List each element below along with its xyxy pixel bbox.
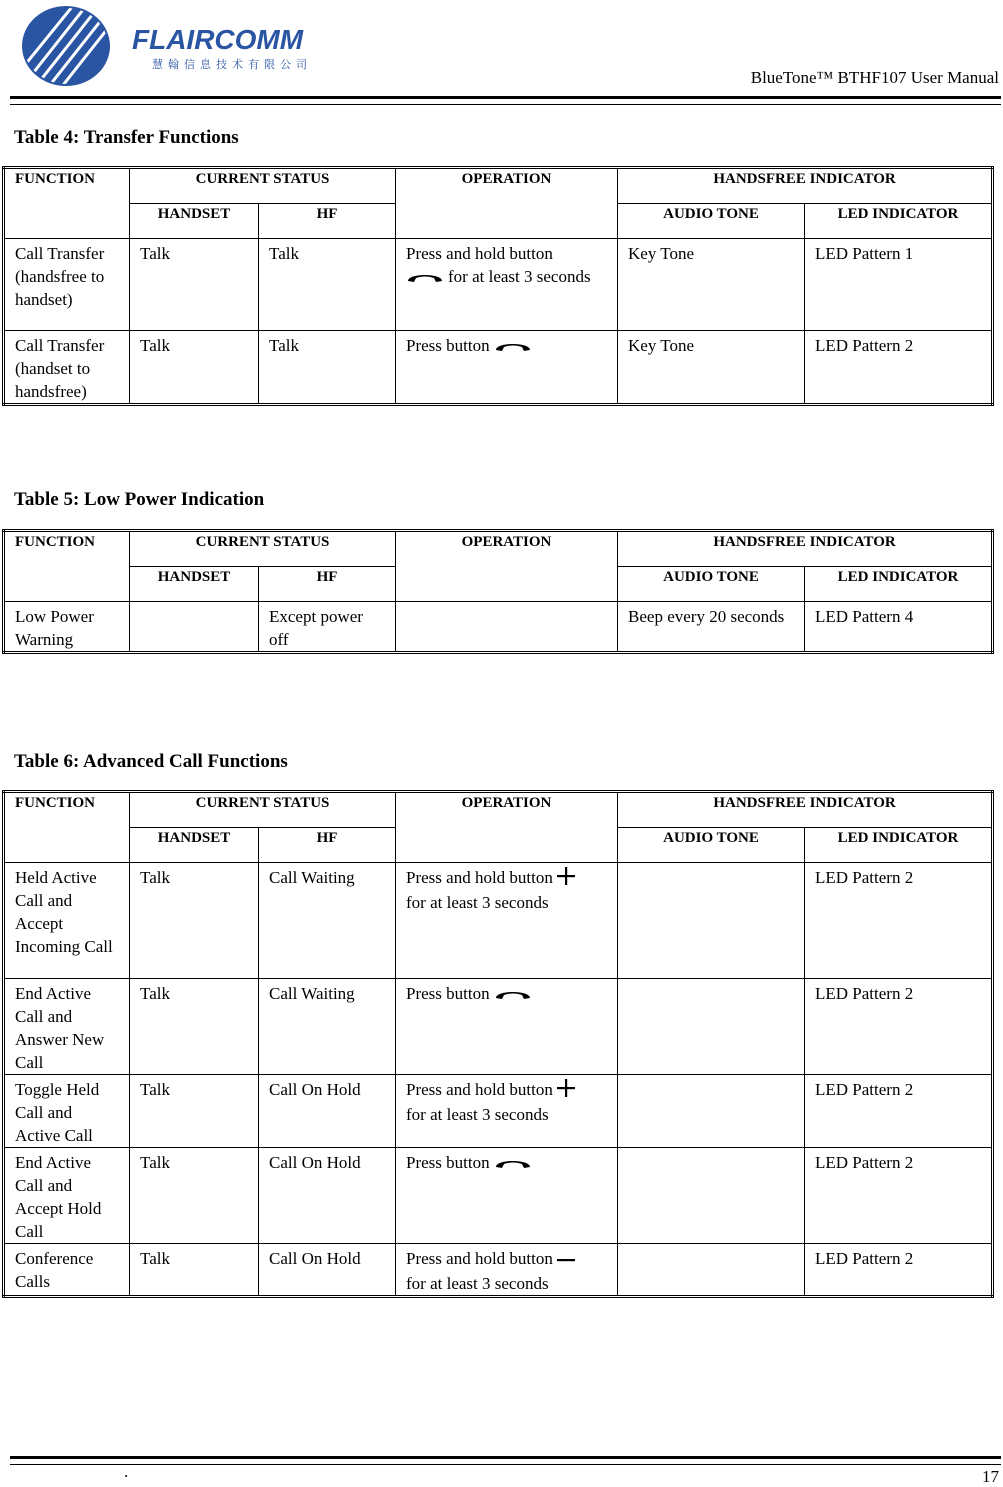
table-row: [4, 1244, 993, 1297]
operation-text-after: for at least 3 seconds: [406, 1105, 549, 1125]
header-handsfree-indicator: HANDSFREE INDICATOR: [618, 531, 993, 567]
header-handset: HANDSET: [130, 567, 259, 602]
hf-cell: Talk: [259, 239, 396, 331]
header-audio-tone: AUDIO TONE: [618, 828, 805, 863]
audio-tone-cell: [618, 979, 805, 1075]
handset-cell: Talk: [130, 1075, 259, 1148]
table-row: [4, 331, 993, 405]
handset-cell: [130, 602, 259, 653]
hf-cell: Call On Hold: [259, 1075, 396, 1148]
audio-tone-cell: Beep every 20 seconds: [618, 602, 805, 653]
hf-cell: Call On Hold: [259, 1244, 396, 1297]
plus-button-icon: [557, 1079, 575, 1103]
audio-tone-cell: Key Tone: [618, 239, 805, 331]
operation-text: Press and hold button: [406, 1249, 553, 1268]
operation-cell: [396, 1148, 618, 1244]
operation-text-after: for at least 3 seconds: [406, 893, 549, 913]
logo-wordmark: FLAIRCOMM: [132, 24, 304, 55]
led-indicator-cell: LED Pattern 1: [805, 239, 993, 331]
audio-tone-cell: [618, 1075, 805, 1148]
header-hf: HF: [259, 828, 396, 863]
header-handsfree-indicator: HANDSFREE INDICATOR: [618, 168, 993, 204]
footer-dot: .: [124, 1462, 129, 1481]
operation-cell: [396, 1244, 618, 1297]
led-indicator-cell: LED Pattern 2: [805, 331, 993, 405]
low-power-table: [2, 529, 994, 654]
led-indicator-cell: LED Pattern 2: [805, 1244, 993, 1297]
function-cell: Held Active Call and Accept Incoming Call: [4, 863, 130, 979]
hf-cell: Call On Hold: [259, 1148, 396, 1244]
operation-text-after: for at least 3 seconds: [448, 267, 591, 286]
hf-cell: Except power off: [259, 602, 396, 653]
operation-text: Press button: [406, 1153, 490, 1172]
header-hf: HF: [259, 567, 396, 602]
table-row: [4, 979, 993, 1075]
audio-tone-cell: [618, 1148, 805, 1244]
transfer-functions-table: [2, 166, 994, 406]
operation-cell: [396, 239, 618, 331]
function-cell: Call Transfer (handsfree to handset): [4, 239, 130, 331]
manual-title: BlueTone™ BTHF107 User Manual: [750, 68, 999, 87]
company-logo: [16, 2, 316, 90]
table5-body: [4, 602, 993, 653]
function-cell: Conference Calls: [4, 1244, 130, 1297]
header-operation: OPERATION: [396, 168, 618, 239]
minus-button-icon: [557, 1249, 575, 1272]
handset-cell: Talk: [130, 239, 259, 331]
function-cell: Low Power Warning: [4, 602, 130, 653]
footer-rule: [10, 1456, 1001, 1465]
hf-cell: Talk: [259, 331, 396, 405]
globe-logo-icon: [16, 2, 116, 90]
header-operation: OPERATION: [396, 792, 618, 863]
led-indicator-cell: LED Pattern 4: [805, 602, 993, 653]
operation-text: Press and hold button: [406, 244, 553, 263]
led-indicator-cell: LED Pattern 2: [805, 863, 993, 979]
table-row: [4, 239, 993, 331]
table-row: [4, 1148, 993, 1244]
table5-title: Table 5: Low Power Indication: [14, 489, 265, 510]
function-cell: Toggle Held Call and Active Call: [4, 1075, 130, 1148]
handset-cell: Talk: [130, 1244, 259, 1297]
page-number: 17: [982, 1467, 999, 1486]
header-rule: [10, 96, 1001, 105]
phone-button-icon: [494, 984, 532, 1007]
operation-text: Press button: [406, 984, 490, 1003]
header-current-status: CURRENT STATUS: [130, 531, 396, 567]
header-led-indicator: LED INDICATOR: [805, 567, 993, 602]
phone-button-icon: [494, 1153, 532, 1176]
table-row: [4, 863, 993, 979]
logo-subtitle: 慧翰信息技术有限公司: [152, 58, 312, 71]
header-function: FUNCTION: [4, 531, 130, 602]
table4-title: Table 4: Transfer Functions: [14, 127, 239, 148]
header-led-indicator: LED INDICATOR: [805, 204, 993, 239]
operation-cell: [396, 979, 618, 1075]
handset-cell: Talk: [130, 979, 259, 1075]
operation-cell: [396, 602, 618, 653]
handset-cell: Talk: [130, 863, 259, 979]
operation-text: Press and hold button: [406, 1080, 553, 1099]
header-current-status: CURRENT STATUS: [130, 168, 396, 204]
table-row: [4, 1075, 993, 1148]
header-current-status: CURRENT STATUS: [130, 792, 396, 828]
phone-button-icon: [406, 267, 444, 290]
table6-body: [4, 863, 993, 1297]
header-audio-tone: AUDIO TONE: [618, 567, 805, 602]
led-indicator-cell: LED Pattern 2: [805, 1148, 993, 1244]
phone-button-icon: [494, 336, 532, 359]
handset-cell: Talk: [130, 331, 259, 405]
hf-cell: Call Waiting: [259, 979, 396, 1075]
led-indicator-cell: LED Pattern 2: [805, 1075, 993, 1148]
header-function: FUNCTION: [4, 792, 130, 863]
operation-text-after: for at least 3 seconds: [406, 1273, 549, 1293]
audio-tone-cell: [618, 863, 805, 979]
plus-button-icon: [557, 867, 575, 891]
header-handsfree-indicator: HANDSFREE INDICATOR: [618, 792, 993, 828]
function-cell: End Active Call and Answer New Call: [4, 979, 130, 1075]
header-hf: HF: [259, 204, 396, 239]
audio-tone-cell: Key Tone: [618, 331, 805, 405]
header-operation: OPERATION: [396, 531, 618, 602]
operation-cell: [396, 863, 618, 979]
operation-cell: [396, 331, 618, 405]
audio-tone-cell: [618, 1244, 805, 1297]
table-row: [4, 602, 993, 653]
operation-text: Press and hold button: [406, 868, 553, 887]
operation-text: Press button: [406, 336, 490, 355]
handset-cell: Talk: [130, 1148, 259, 1244]
function-cell: Call Transfer (handset to handsfree): [4, 331, 130, 405]
table4-body: [4, 239, 993, 405]
led-indicator-cell: LED Pattern 2: [805, 979, 993, 1075]
header-handset: HANDSET: [130, 828, 259, 863]
header-function: FUNCTION: [4, 168, 130, 239]
header-led-indicator: LED INDICATOR: [805, 828, 993, 863]
table6-title: Table 6: Advanced Call Functions: [14, 751, 288, 772]
advanced-call-functions-table: [2, 790, 994, 1298]
header-audio-tone: AUDIO TONE: [618, 204, 805, 239]
header-handset: HANDSET: [130, 204, 259, 239]
function-cell: End Active Call and Accept Hold Call: [4, 1148, 130, 1244]
operation-cell: [396, 1075, 618, 1148]
hf-cell: Call Waiting: [259, 863, 396, 979]
